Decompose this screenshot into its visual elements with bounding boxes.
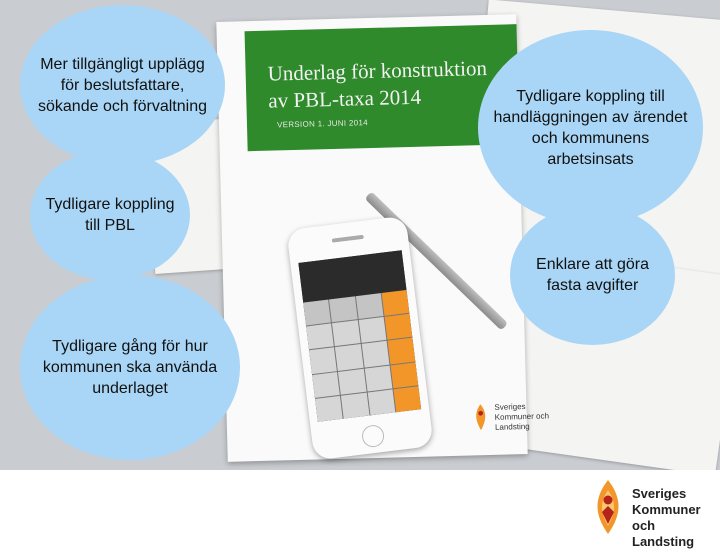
bubble-middle-right	[510, 205, 675, 345]
calculator-key	[367, 389, 395, 415]
footer-logo-text: Sveriges Kommuner och Landsting	[632, 486, 701, 549]
calculator-keypad	[303, 290, 421, 422]
calculator-key	[390, 362, 418, 388]
bubble-bottom-left-text: Tydligare gång för hur kommunen ska använda underlaget	[42, 338, 218, 397]
bubble-top-left	[20, 5, 225, 165]
footer-logo	[588, 478, 718, 549]
document-version: VERSION 1. JUNI 2014	[276, 118, 369, 130]
phone-speaker	[332, 235, 364, 243]
calculator-key	[358, 317, 386, 343]
calculator-key	[312, 372, 340, 398]
calculator-key	[315, 396, 343, 422]
calculator-key	[387, 338, 415, 364]
calculator-key	[341, 392, 369, 418]
bubble-middle-left	[30, 150, 190, 280]
calculator-key	[329, 296, 357, 322]
phone-home-button	[361, 424, 386, 449]
skl-flame-icon	[472, 403, 489, 431]
calculator-key	[306, 324, 334, 350]
bubble-top-left-text: Mer tillgängligt upplägg för beslutsfattare, sökande och förvaltning	[38, 55, 207, 115]
calculator-key	[361, 341, 389, 367]
bubble-top-right-text: Tydligare koppling till handläggningen av ärendet och kommunens arbetsinsats	[493, 87, 688, 168]
bubble-middle-right-text: Enklare att göra fasta avgifter	[536, 256, 649, 294]
calculator-key	[364, 365, 392, 391]
skl-logo-icon	[588, 478, 628, 536]
calculator-key	[335, 344, 363, 370]
bubble-middle-left-text: Tydligare koppling till PBL	[45, 196, 175, 234]
bubble-top-right	[478, 30, 703, 225]
calculator-key	[393, 386, 421, 412]
calculator-key	[384, 314, 412, 340]
bubble-bottom-left	[20, 275, 240, 460]
document-logo-text: Sveriges Kommuner och Landsting	[494, 402, 550, 432]
document-title: Underlag för konstruktion av PBL-taxa 2014	[267, 55, 488, 113]
calculator-key	[332, 320, 360, 346]
calculator-key	[381, 290, 409, 316]
document-logo	[494, 401, 555, 433]
calculator-key	[303, 300, 331, 326]
calculator-key	[338, 368, 366, 394]
calculator-key	[309, 348, 337, 374]
calculator-key	[355, 293, 383, 319]
calculator-screen	[298, 250, 421, 421]
